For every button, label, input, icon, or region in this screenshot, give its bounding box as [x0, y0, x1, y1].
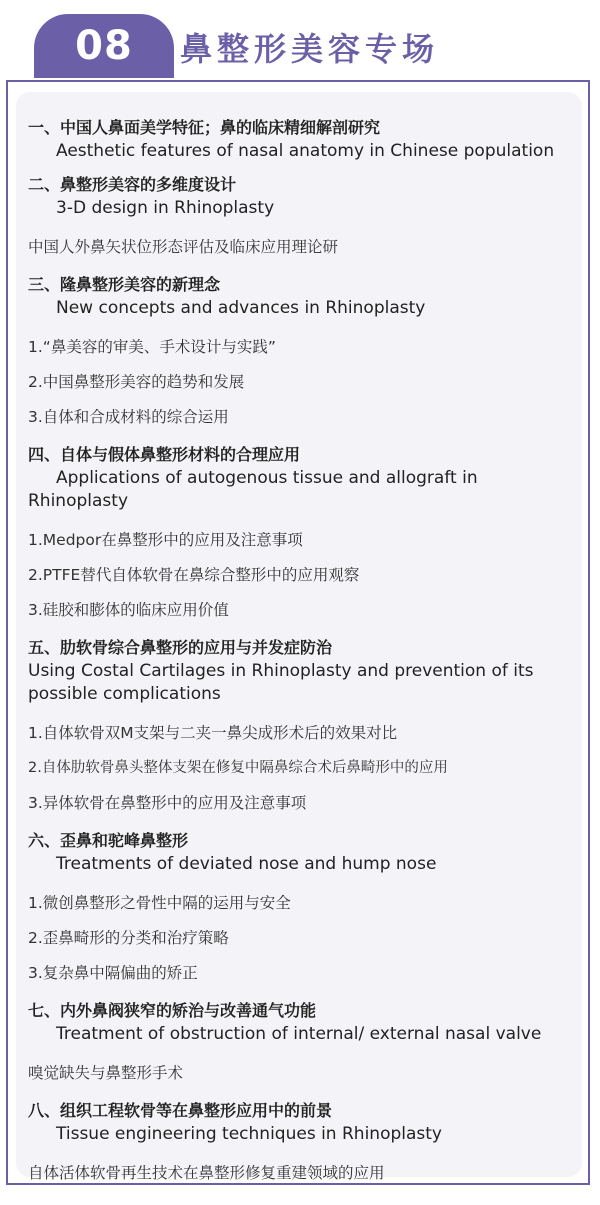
list-item: 3.硅胶和膨体的临床应用价值	[28, 601, 229, 619]
section-english: Applications of autogenous tissue and allograft in Rhinoplasty	[28, 468, 478, 511]
list-item: 1.微创鼻整形之骨性中隔的运用与安全	[28, 894, 291, 912]
section-header	[0, 0, 600, 90]
section-7	[28, 999, 572, 1091]
section-heading: 六、歪鼻和驼峰鼻整形	[28, 831, 189, 850]
section-english: Using Costal Cartilages in Rhinoplasty and prevention of its possible complications	[28, 661, 534, 704]
section-heading: 三、隆鼻整形美容的新理念	[28, 275, 221, 294]
section-4	[28, 443, 572, 628]
section-heading: 二、鼻整形美容的多维度设计	[28, 175, 237, 194]
section-english: Treatments of deviated nose and hump nose	[56, 854, 437, 874]
section-8	[28, 1099, 572, 1191]
section-heading: 七、内外鼻阀狭窄的矫治与改善通气功能	[28, 1001, 317, 1020]
section-english: Tissue engineering techniques in Rhinoplasty	[56, 1124, 442, 1144]
list-item: 中国人外鼻矢状位形态评估及临床应用理论研	[28, 238, 339, 256]
list-item: 自体活体软骨再生技术在鼻整形修复重建领域的应用	[28, 1164, 385, 1182]
section-english: New concepts and advances in Rhinoplasty	[56, 298, 426, 318]
section-heading: 八、组织工程软骨等在鼻整形应用中的前景	[28, 1101, 333, 1120]
section-number: 08	[75, 23, 133, 69]
section-heading: 五、肋软骨综合鼻整形的应用与并发症防治	[28, 638, 333, 657]
list-item: 1.Medpor在鼻整形中的应用及注意事项	[28, 531, 303, 549]
section-english: Treatment of obstruction of internal/ external nasal valve	[56, 1024, 542, 1044]
list-item: 嗅觉缺失与鼻整形手术	[28, 1064, 184, 1082]
list-item: 2.PTFE替代自体软骨在鼻综合整形中的应用观察	[28, 566, 360, 584]
list-item: 2.中国鼻整形美容的趋势和发展	[28, 373, 245, 391]
list-item: 2.自体肋软骨鼻头整体支架在修复中隔鼻综合术后鼻畸形中的应用	[28, 760, 448, 776]
section-english: Aesthetic features of nasal anatomy in Chinese population	[56, 141, 555, 161]
section-6	[28, 829, 572, 991]
section-2	[28, 173, 572, 265]
section-1	[28, 116, 572, 163]
section-english: 3-D design in Rhinoplasty	[56, 198, 275, 218]
list-item: 3.自体和合成材料的综合运用	[28, 408, 229, 426]
section-3	[28, 273, 572, 435]
list-item: 3.复杂鼻中隔偏曲的矫正	[28, 964, 198, 982]
section-heading: 四、自体与假体鼻整形材料的合理应用	[28, 445, 301, 464]
section-heading: 一、中国人鼻面美学特征；鼻的临床精细解剖研究	[28, 118, 381, 137]
number-badge	[34, 14, 174, 78]
list-item: 2.歪鼻畸形的分类和治疗策略	[28, 929, 229, 947]
content-body	[16, 92, 582, 1182]
section-title: 鼻整形美容专场	[180, 30, 440, 68]
section-5	[28, 636, 572, 821]
list-item: 3.异体软骨在鼻整形中的应用及注意事项	[28, 794, 307, 812]
content-panel	[6, 80, 590, 1185]
list-item: 1.自体软骨双M支架与二夹一鼻尖成形术后的效果对比	[28, 724, 398, 742]
list-item: 1.“鼻美容的审美、手术设计与实践”	[28, 338, 276, 356]
